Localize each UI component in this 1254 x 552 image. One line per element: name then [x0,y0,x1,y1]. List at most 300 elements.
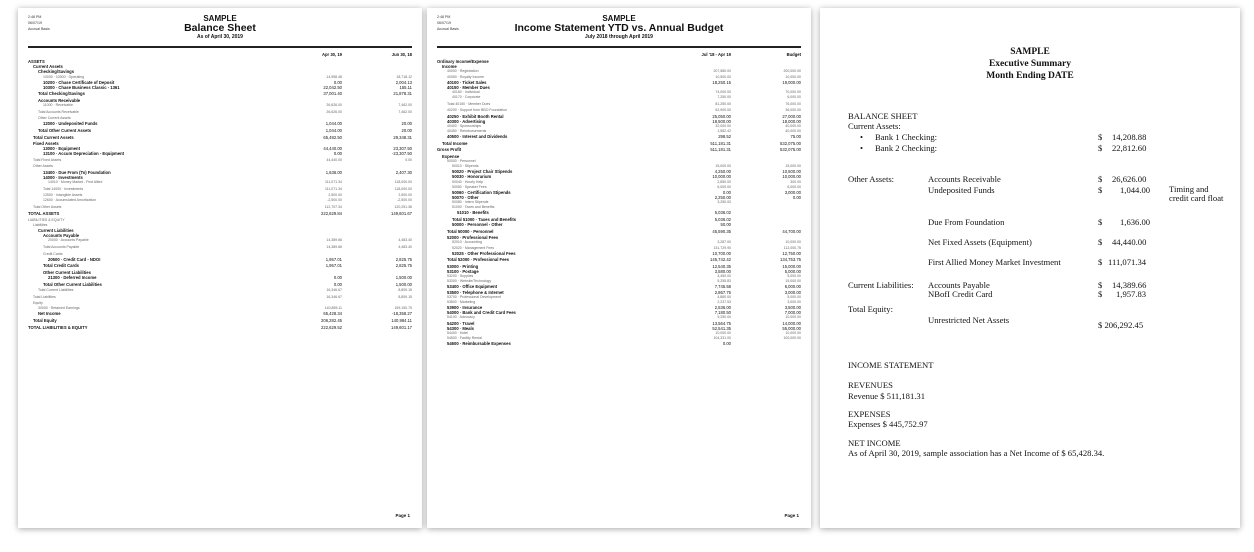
net-income-heading: NET INCOME [848,438,901,448]
row-label: 12500 · Intangible Assets [43,193,83,198]
expenses-text: Expenses $ 445,752.97 [848,419,928,429]
row-value-2: 44,700.00 [782,228,801,234]
row-value-1: 111,071.34 [325,179,342,184]
row-value-2: 2,004.13 [395,79,412,85]
table-row [437,210,801,215]
report-basis: Accrual Basis [28,27,50,31]
row-label: 52020 · Management Fees [452,245,495,250]
row-label: 53800 · Marketing [447,299,476,304]
row-value-1: 26,626.00 [326,109,342,114]
row-value-1: 74,000.00 [715,90,731,95]
row-value-1: 7,745.58 [714,284,731,290]
row-label: 20000 · Accounts Payable [48,238,89,243]
row-label: 10000 · 10000 · Operating [43,74,85,79]
report-header [437,14,801,46]
row-value-1: 2,237.53 [717,299,731,304]
row-label: Liabilities [33,223,48,227]
row-label: 13000 · Equipment [43,146,81,152]
mm-label: First Allied Money Market Investment [928,257,1061,267]
bullet-icon: • [860,132,864,142]
row-value-1: 1,957.01 [325,263,342,269]
row-value-2: 532,075.00 [780,140,801,146]
row-value-1: 32,000.00 [715,123,731,128]
income-statement-rows [437,59,801,346]
row-label: 21300 · Deferred Income [48,274,97,280]
row-label: Total Other Current Liabilities [43,281,102,287]
current-liabilities-label: Current Liabilities: [848,280,914,290]
row-value-1: 14,389.66 [326,245,342,250]
row-value-1: 4,860.00 [717,294,731,299]
column-budget: Budget [786,52,801,57]
row-value-2: 0.00 [792,195,801,201]
fixed-dollar: $ [1098,237,1103,247]
row-label: 11000 · Receivable [43,103,73,108]
row-label: Total 52000 · Professional Fees [447,257,510,263]
row-value-1: 1,044.00 [325,121,342,127]
row-value-2: 4,483.40 [398,245,412,250]
row-label: 40500 · Interest and Dividends [447,134,508,140]
row-value-2: 23,307.50 [393,146,412,152]
row-value-2: 15,000.00 [782,263,801,269]
row-label: 12000 · Undeposited Funds [43,121,98,127]
row-label: 14000 · Investments [43,174,83,180]
row-value-2: 36,000.00 [785,108,801,113]
row-label: 54400 · Hotel [447,330,469,335]
row-value-1: 18,500.00 [712,118,731,124]
row-value-1: 0.00 [333,281,342,287]
due-value: 1,636.00 [1120,217,1151,227]
report-date: 06/07/19 [437,21,451,25]
row-value-2: 5,000.00 [787,294,801,299]
una-label: Unrestricted Net Assets [928,315,1010,325]
revenue-text: Revenue $ 511,181.31 [848,391,926,401]
table-row [28,295,412,300]
row-value-1: 7,250.00 [717,95,731,100]
row-value-2: 8,809.15 [398,288,412,293]
row-label: Current Assets [33,64,63,70]
row-label: 40170 · Corporate [452,95,481,100]
bank1-value: 14,208.88 [1112,132,1147,142]
page-number: Page 1 [395,512,410,518]
row-label: Total Current Assets [33,134,74,140]
row-value-1: 4,450.00 [717,274,731,279]
row-value-1: 2,867.75 [714,289,731,295]
row-label: 53900 · Insurance [447,305,483,311]
row-label: Total Accounts Payable [43,245,80,250]
row-label: 50070 · Other [452,195,479,201]
row-value-2: 7,000.00 [784,310,801,316]
row-value-2: -23,307.50 [391,151,412,157]
row-label: Income [442,64,457,70]
row-value-1: 104,331.00 [713,336,731,341]
row-label: 52010 · Accounting [452,240,482,245]
row-value-1: 22,042.50 [323,84,342,90]
row-value-2: 3,000.00 [787,299,801,304]
row-value-1: 52,541.35 [712,325,731,331]
row-label: 10200 · Chase Certificate of Deposit [43,79,115,85]
row-value-1: 3,287.00 [717,240,731,245]
row-label: 54300 · Meals [447,325,475,331]
table-row [28,311,412,316]
row-value-2: 532,075.00 [780,147,801,153]
row-value-1: 6,000.00 [717,184,731,189]
row-value-2: 12,750.00 [782,250,801,256]
row-value-1: 26,626.00 [326,103,342,108]
expenses-heading: EXPENSES [848,409,891,419]
row-value-1: 44,440.00 [323,146,342,152]
row-value-1: -2,500.00 [327,198,342,203]
row-value-1: 0.00 [722,341,731,347]
row-value-2: 118,000.00 [394,186,412,191]
row-label: 40400 · Sponsorships [447,123,482,128]
table-row [28,205,412,210]
table-row [28,275,412,280]
row-label: 50010 · Stipends [452,164,479,169]
table-row [437,141,801,146]
fixed-label: Net Fixed Assets (Equipment) [928,237,1032,247]
row-value-2: 134,753.75 [780,257,801,263]
row-value-1: 1,636.00 [325,169,342,175]
row-value-2: 27,000.00 [782,113,801,119]
row-value-2: 10,000.00 [785,315,801,320]
column-current: Apr 30, 19 [321,52,342,57]
row-label: 50020 · Project Chair Stipends [452,169,513,175]
row-value-2: 1,500.00 [395,274,412,280]
row-label: Total Accounts Receivable [38,109,79,114]
row-value-2: 55,000.00 [782,325,801,331]
row-value-1: 12,540.35 [712,263,731,269]
row-value-1: 131,729.90 [713,245,731,250]
bank1-dollar: $ [1098,132,1103,142]
row-value-2: 2,825.75 [395,256,412,262]
table-row [28,288,412,293]
table-row [28,158,412,163]
income-statement-page [427,8,811,528]
row-value-1: 207,580.00 [713,69,731,74]
row-label: 53200 · Supplies [447,274,474,279]
company-name: SAMPLE [203,14,237,23]
table-row [28,180,412,185]
row-value-2: 40,000.00 [785,128,801,133]
table-row [28,325,412,330]
row-value-1: 2,250.00 [714,195,731,201]
column-actual: Jul '18 - Apr 19 [701,52,731,57]
row-label: 13100 · Accum Depreciation - Equipment [43,151,125,157]
report-time: 2:48 PM [28,15,42,19]
row-label: 53100 · Postage [447,269,479,274]
row-value-2: 7,462.00 [398,103,412,108]
row-label: Ordinary Income/Expense [437,59,489,65]
row-value-2 [743,222,801,227]
row-value-1: 13,564.75 [712,320,731,326]
row-label: 51000 · Taxes and Benefits [452,205,495,210]
row-label: 53500 · Telephone & Internet [447,289,504,295]
row-label: 51010 · Benefits [457,210,489,216]
row-label: Other Assets [33,164,54,169]
row-value-2: -2,500.00 [397,198,412,203]
row-value-1: 1,044.00 [325,127,342,133]
row-label: Total Current Liabilities [38,288,74,293]
row-value-2: 15,000.00 [785,279,801,284]
row-value-2: 4,483.40 [398,238,412,243]
row-value-2: 75.00 [790,134,801,140]
row-value-2: 76,000.00 [785,101,801,106]
summary-subtitle: Month Ending DATE [986,71,1074,81]
row-value-1: 2,850.00 [717,179,731,184]
column-header [28,52,412,57]
row-label: Accounts Payable [43,233,80,239]
row-label: LIABILITIES & EQUITY [28,217,65,222]
row-value-2: 3,500.00 [784,305,801,311]
table-row [28,198,412,203]
row-label: ASSETS [28,59,45,65]
row-value-1: 14,389.66 [326,238,342,243]
table-row [28,103,412,108]
row-label: 40150 · Member Dues [447,84,490,90]
header-divider [437,46,801,48]
undeposited-dollar: $ [1098,185,1103,195]
row-value-1: 0.00 [333,151,342,157]
row-label: Expense [442,153,460,159]
row-value-1: 65,428.34 [323,311,342,317]
row-value-2: 10,000.00 [782,174,801,180]
row-label: 54500 · Facility Rental [447,336,482,341]
fixed-value: 44,440.00 [1112,237,1147,247]
row-label: 14010 · Money Market - First Allied [48,179,103,184]
row-value-2: 1,500.00 [395,281,412,287]
table-row [28,151,412,156]
row-value-2: 40,000.00 [785,123,801,128]
undeposited-value: 1,044.00 [1120,185,1151,195]
row-label: 54600 · Reimbursable Expenses [447,341,511,347]
bullet-icon: • [860,143,864,153]
row-label: TOTAL LIABILITIES & EQUITY [28,324,88,330]
row-value-1: 0.00 [333,79,342,85]
report-meta [437,14,459,32]
row-value-1: 3,580.00 [714,269,731,274]
row-label: Current Liabilities [38,228,74,234]
row-value-1: 7,180.50 [714,310,731,316]
row-value-2: 2,500.00 [398,193,412,198]
row-label: 50050 · Speaker Fees [452,184,487,189]
row-value-2: 18,718.12 [396,74,412,79]
executive-summary-page [820,8,1240,528]
row-label: 40300 · Advertising [447,118,486,124]
row-label: 40250 · Exhibit Booth Rental [447,113,504,119]
row-value-2: 10,000.00 [785,74,801,79]
row-value-1: 511,181.31 [710,147,731,153]
row-label: 54200 · Travel [447,320,475,326]
row-label: TOTAL ASSETS [28,211,60,217]
balance-sheet-heading: BALANCE SHEET [848,111,918,121]
report-period: As of April 30, 2019 [197,34,243,40]
row-value-1: 5,255.83 [717,279,731,284]
bank2-label: Bank 2 Checking: [875,143,938,153]
table-row [28,135,412,140]
row-value-2: 20.00 [401,127,412,133]
row-value-2: 112,000.75 [783,245,801,250]
row-value-2: 15,000.00 [785,164,801,169]
row-value-1: 1,957.01 [325,256,342,262]
row-label: 40450 · Reimbursements [447,128,487,133]
due-dollar: $ [1098,217,1103,227]
revenues-heading: REVENUES [848,380,893,390]
row-label: Checking/Savings [38,69,75,75]
row-value-2: 118,000.00 [394,179,412,184]
row-value-1: 16,346.67 [326,294,342,299]
row-value-1: 16,346.67 [326,288,342,293]
row-label: 50040 · Hourly Help [452,179,484,184]
mm-value: 111,071.34 [1108,257,1147,267]
row-value-2: 200,000.00 [783,69,801,74]
row-label: 52025 · Other Professional Fees [452,250,516,256]
column-prior: Jun 30, 18 [391,52,412,57]
row-label: 53300 · Website/Technology [447,279,492,284]
table-row [28,187,412,192]
row-value-1: 1,582.42 [717,128,731,133]
row-label: 52000 · Professional Fees [447,235,499,241]
row-value-2 [743,210,801,215]
column-header [437,52,801,57]
row-value-1: 81,250.00 [715,101,731,106]
row-value-1: 44,440.00 [326,157,342,162]
income-statement-heading: INCOME STATEMENT [848,360,934,370]
ar-label: Accounts Receivable [928,174,1001,184]
row-label: Total Other Current Assets [38,127,92,133]
page-number: Page 1 [784,512,799,518]
row-label: 50060 · Certification Stipends [452,189,511,195]
row-label: 50000 · Personnel - Other [452,222,503,228]
row-value-1: 2,500.00 [328,193,342,198]
header-divider [28,46,412,48]
row-label: Total 14000 · Investments [43,186,84,191]
table-row [28,128,412,133]
row-value-1: 9,250.00 [717,315,731,320]
row-label: 53700 · Professional Development [447,294,501,299]
report-header [28,14,412,46]
row-value-2: 10,500.00 [782,169,801,175]
row-value-2: 10,000.00 [785,330,801,335]
row-value-1: 18,250.15 [712,79,731,85]
row-value-2: 6,000.00 [787,95,801,100]
table-row [437,229,801,234]
bank2-value: 22,812.60 [1112,143,1147,153]
row-value-2: 8,809.15 [398,294,412,299]
row-label: Other Current Liabilities [43,269,91,275]
row-value-2: 6,000.00 [787,184,801,189]
row-value-2: 19,000.00 [782,79,801,85]
bank2-dollar: $ [1098,143,1103,153]
row-value-2: 120,251.36 [394,204,412,209]
row-value-1: 5,036.02 [714,217,731,223]
row-value-1: 511,181.31 [710,140,731,146]
row-label: Total Fixed Assets [33,157,62,162]
equity-label: Total Equity: [848,304,893,314]
table-row [437,257,801,262]
company-name: SAMPLE [602,14,636,23]
table-row [437,341,801,346]
table-row [437,222,801,227]
row-label: 30000 · Retained Earnings [38,306,80,311]
row-value-2: 100,000.00 [783,336,801,341]
row-label: Total Equity [33,318,57,324]
row-value-2: 2,825.75 [395,263,412,269]
row-label: 12600 · Accumulated Amortization [43,198,97,203]
row-label: Total Income [442,140,468,146]
row-value-2: 14,000.00 [782,320,801,326]
row-label: 40160 · Individual [452,90,480,95]
other-assets-label: Other Assets: [848,174,895,184]
row-label: 53400 · Office Equipment [447,284,498,290]
table-row [28,121,412,126]
row-value-1: 25,050.00 [712,113,731,119]
cc-dollar: $ [1098,289,1103,299]
bank1-label: Bank 1 Checking: [875,132,938,142]
row-value-2: 300.00 [790,179,801,184]
row-value-2: 10,000.00 [785,240,801,245]
row-value-2: 0.00 [405,157,412,162]
row-value-1: 37,001.40 [323,91,342,97]
row-value-2: 3,000.00 [784,189,801,195]
table-row [28,257,412,262]
row-value-2: 140,984.11 [391,318,412,324]
due-label: Due From Foundation [928,217,1005,227]
row-label: Total Checking/Savings [38,91,85,97]
row-label: Total 51000 · Taxes and Benefits [452,217,517,223]
ar-value: 26,626.00 [1112,174,1147,184]
table-row [28,282,412,287]
row-value-2: 2,407.30 [395,169,412,175]
net-income-text: As of April 30, 2019, sample association has a Net Income of $ 65,428.34. [848,448,1105,458]
row-label: Fixed Assets [33,141,59,147]
row-label: 40050 · Royalty Income [447,74,484,79]
table-row [28,85,412,90]
table-row [437,102,801,107]
row-value-1: 15,000.00 [715,164,731,169]
row-label: Accounts Receivable [38,98,81,104]
row-value-1: 222,629.52 [321,324,342,330]
row-label: 40100 · Ticket Sales [447,79,487,85]
table-row [437,251,801,256]
row-label: Total Liabilities [33,294,56,299]
cc-value: 1,957.83 [1116,289,1147,299]
row-label: 13400 · Due From (To) Foundation [43,169,111,175]
row-label: Total 40150 · Member Dues [447,101,491,106]
row-value-1: 65,482.50 [323,134,342,140]
row-label: 20500 · Credit Card - NDOI [48,256,101,262]
row-value-2: 5,000.00 [784,269,801,274]
row-value-2: 155.11 [399,84,412,90]
row-label: Gross Profit [437,147,462,153]
ap-dollar: $ [1098,280,1103,290]
report-title: Income Statement YTD vs. Annual Budget [514,22,724,34]
row-value-2: 7,462.00 [398,109,412,114]
row-label: 50000 · Personnel [447,158,476,163]
row-value-2: 6,000.00 [784,284,801,290]
table-row [437,147,801,152]
table-row [28,245,412,250]
report-date: 06/07/19 [28,21,42,25]
row-value-2: 18,000.00 [782,118,801,124]
row-value-1: 10,700.00 [712,250,731,256]
row-label: Net Income [38,311,61,317]
report-time: 2:48 PM [437,15,451,19]
row-value-1: 140,855.11 [324,306,342,311]
ap-label: Accounts Payable [928,280,990,290]
row-value-2: 159,150.79 [394,306,412,311]
row-value-1: 3,250.00 [717,200,731,205]
table-row [28,110,412,115]
